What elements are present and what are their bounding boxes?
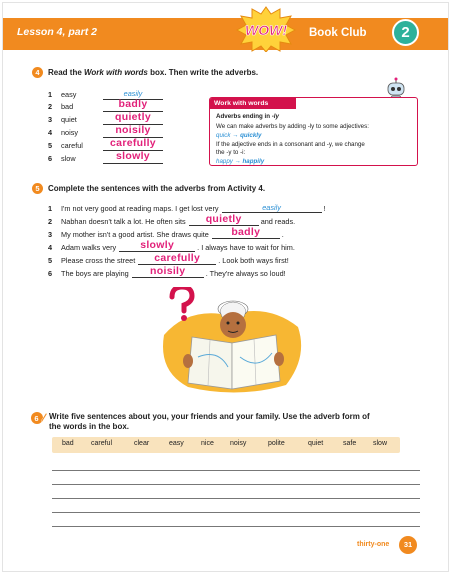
adverb-answer: carefully	[154, 252, 201, 264]
activity-5-sentence	[48, 226, 348, 242]
word-box-item: nice	[201, 440, 214, 447]
item-number: 1	[48, 204, 53, 213]
word-box-item: clear	[134, 440, 150, 447]
word-box-item: noisy	[230, 440, 247, 447]
word-box-item: careful	[91, 440, 113, 447]
adverb-answer: carefully	[110, 137, 156, 149]
item-number: 3	[48, 115, 53, 124]
activity-6-instruction-line-2: the words in the box.	[49, 422, 130, 431]
word-box-item: safe	[343, 440, 357, 447]
adverb-answer: noisily	[150, 265, 186, 277]
activity-4-item	[48, 150, 198, 166]
word-box-item: bad	[62, 440, 74, 447]
work-with-words-box	[209, 97, 418, 166]
item-number: 6	[48, 269, 53, 278]
item-number: 4	[48, 243, 53, 252]
rule-line-1: We can make adverbs by adding -ly to some adjectives:	[216, 123, 369, 130]
adjective-word: bad	[61, 102, 74, 111]
sentence-start: I'm not very good at reading maps. I get lost very	[61, 204, 219, 213]
rule-line-2: If the adjective ends in a consonant and -y, we change	[216, 141, 365, 148]
question-mark-icon	[172, 287, 192, 321]
work-with-words-title: Work with words	[210, 98, 296, 109]
wow-logo	[236, 6, 296, 52]
lesson-label: Lesson 4, part 2	[17, 26, 97, 38]
section-title: Book Club	[309, 27, 367, 39]
word-box-item: quiet	[308, 440, 324, 447]
adverb-answer: noisily	[115, 124, 151, 136]
sentence-start: My mother isn't a good artist. She draws quite	[61, 230, 209, 239]
adverb-answer: badly	[118, 98, 148, 110]
activity-5-number: 5	[32, 183, 43, 194]
sentence-start: The boys are playing	[61, 269, 129, 278]
writing-line[interactable]	[52, 512, 420, 513]
activity-4-instruction: Read the Work with words box. Then write the adverbs.	[48, 68, 259, 77]
writing-line[interactable]	[52, 526, 420, 527]
sentence-end: . I always have to wait for him.	[197, 243, 295, 252]
sentence-end: . Look both ways first!	[218, 256, 289, 265]
writing-line[interactable]	[52, 484, 420, 485]
header-bar	[3, 18, 448, 50]
adjective-word: careful	[61, 141, 83, 150]
activity-4-number: 4	[32, 67, 43, 78]
answer-line[interactable]	[103, 163, 163, 164]
sentence-end: .	[281, 230, 284, 239]
rule-example-2: happy → happily	[216, 158, 265, 165]
activity-6-instruction-line-1: Write five sentences about you, your friends and your family. Use the adverb form of	[49, 412, 370, 421]
rule-example-1: quick → quickly	[216, 132, 262, 139]
rule-line-3: the -y to -i:	[216, 149, 246, 156]
writing-line[interactable]	[52, 498, 420, 499]
activity-6-number: 6	[34, 414, 39, 423]
item-number: 6	[48, 154, 53, 163]
word-box-item: easy	[169, 440, 184, 447]
page-number-word: thirty-one	[357, 541, 390, 548]
activity-5-instruction: Complete the sentences with the adverbs from Activity 4.	[48, 184, 266, 193]
adjective-word: easy	[61, 90, 77, 99]
item-number: 3	[48, 230, 53, 239]
wow-logo-text: WOW!	[245, 22, 287, 38]
adverb-answer: slowly	[116, 150, 150, 162]
sentence-end: . They're always so loud!	[205, 269, 286, 278]
boy-reading-map-illustration	[158, 287, 308, 397]
sentence-start: Please cross the street	[61, 256, 136, 265]
item-number: 5	[48, 256, 53, 265]
page-number-badge: 31	[399, 536, 417, 554]
activity-5-sentence	[48, 213, 348, 229]
sentence-end: and reads.	[260, 217, 296, 226]
word-box	[52, 437, 400, 453]
adverb-answer: easily	[262, 203, 281, 212]
word-box-item: polite	[268, 440, 285, 447]
adjective-word: quiet	[61, 115, 77, 124]
adverb-answer: easily	[123, 89, 143, 98]
rule-heading: Adverbs ending in -ly	[216, 113, 279, 120]
adverb-answer: quietly	[115, 111, 151, 123]
sentence-start: Adam walks very	[61, 243, 117, 252]
word-box-item: slow	[373, 440, 388, 447]
unit-number-badge: 2	[392, 19, 419, 46]
item-number: 4	[48, 128, 53, 137]
writing-line[interactable]	[52, 470, 420, 471]
adjective-word: slow	[61, 154, 76, 163]
adverb-answer: badly	[231, 226, 261, 238]
item-number: 1	[48, 90, 53, 99]
activity-5-sentence	[48, 265, 348, 281]
adverb-answer: slowly	[140, 239, 175, 251]
adverb-answer: quietly	[205, 213, 242, 225]
item-number: 2	[48, 102, 53, 111]
sentence-end: !	[323, 204, 326, 213]
item-number: 5	[48, 141, 53, 150]
item-number: 2	[48, 217, 53, 226]
sentence-start: Nabhan doesn't talk a lot. He often sits	[61, 217, 186, 226]
adjective-word: noisy	[61, 128, 79, 137]
